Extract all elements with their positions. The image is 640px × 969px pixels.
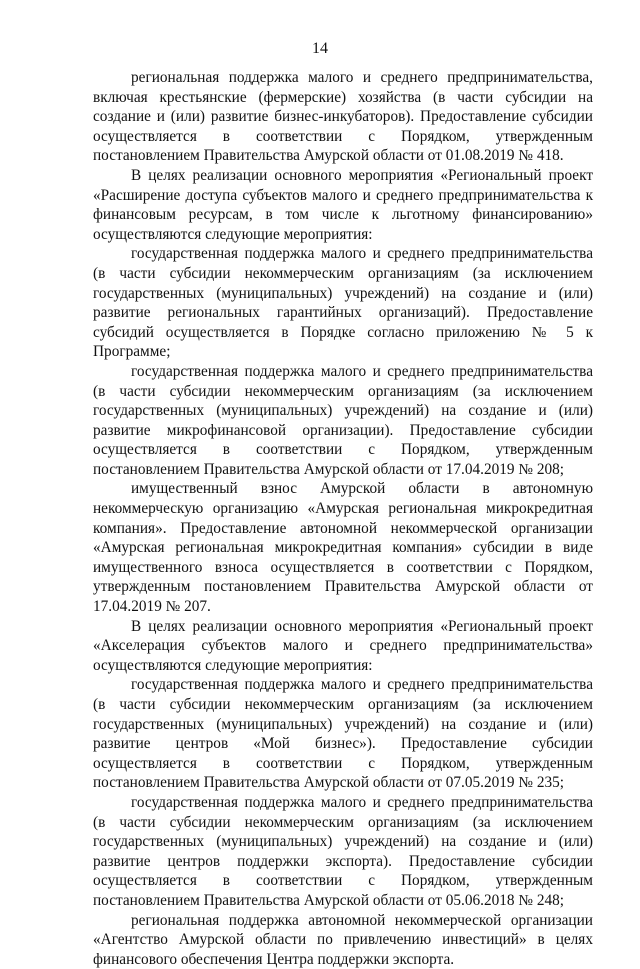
document-body (93, 68, 593, 969)
paragraph-microfinance-organization: государственная поддержка малого и среднего предпринимательства (в части субсидии некоммерческим организациям (за исключением государственных (муниципальных) учреждений) на создание и (или) развитие микрофинансовой организации). Предоставление субсидии осуществляется в соответствии с Порядком, утвержденным постановлением Правительства Амурской области от 17.04.2019 № 208; (93, 362, 593, 478)
paragraph-my-business-centers: государственная поддержка малого и среднего предпринимательства (в части субсидии некоммерческим организациям (за исключением государственных (муниципальных) учреждений) на создание и (или) развитие центров «Мой бизнес»). Предоставление субсидии осуществляется в соответствии с Порядком, утвержденным постановлением Правительства Амурской области от 07.05.2019 № 235; (93, 676, 593, 792)
paragraph-acceleration-project: В целях реализации основного мероприятия «Региональный проект «Акселерация субъектов малого и среднего предпринимательства» осуществляются следующие мероприятия: (93, 617, 593, 674)
paragraph-subsidy-business-incubators: региональная поддержка малого и среднего предпринимательства, включая крестьянские (фермерские) хозяйства (в части субсидии на создание и (или) развитие бизнес-инкубаторов). Предоставление субсидии осуществляется в соответствии с Порядком, утвержденным постановлением Правительства Амурской области от 01.08.2019 № 418. (93, 69, 593, 165)
page-number: 14 (312, 40, 328, 57)
paragraph-property-contribution: имущественный взнос Амурской области в автономную некоммерческую организацию «Амурская региональная микрокредитная компания». Предоставление автономной некоммерческой организации «Амурская региональная микрокредитная компания» субсидии в виде имущественного взноса осуществляется в соответствии с Порядком, утвержденным постановлением Правительства Амурской области от 17.04.2019 № 207. (93, 480, 593, 616)
paragraph-financial-access-project: В целях реализации основного мероприятия «Региональный проект «Расширение доступа субъектов малого и среднего предпринимательства к финансовым ресурсам, в том числе к льготному финансированию» осуществляются следующие мероприятия: (93, 166, 593, 243)
paragraph-export-support-centers: государственная поддержка малого и среднего предпринимательства (в части субсидии некоммерческим организациям (за исключением государственных (муниципальных) учреждений) на создание и (или) развитие центров поддержки экспорта). Предоставление субсидии осуществляется в соответствии с Порядком, утвержденным постановлением Правительства Амурской области от 05.06.2018 № 248; (93, 793, 593, 909)
paragraph-guarantee-organizations: государственная поддержка малого и среднего предпринимательства (в части субсидии некоммерческим организациям (за исключением государственных (муниципальных) учреждений) на создание и (или) развитие региональных гарантийных организаций). Предоставление субсидий осуществляется в Порядке согласно приложению № 5 к Программе; (93, 245, 593, 361)
paragraph-investment-agency: региональная поддержка автономной некоммерческой организации «Агентство Амурской области по привлечению инвестиций» в целях финансового обеспечения Центра поддержки экспорта. (93, 911, 593, 968)
